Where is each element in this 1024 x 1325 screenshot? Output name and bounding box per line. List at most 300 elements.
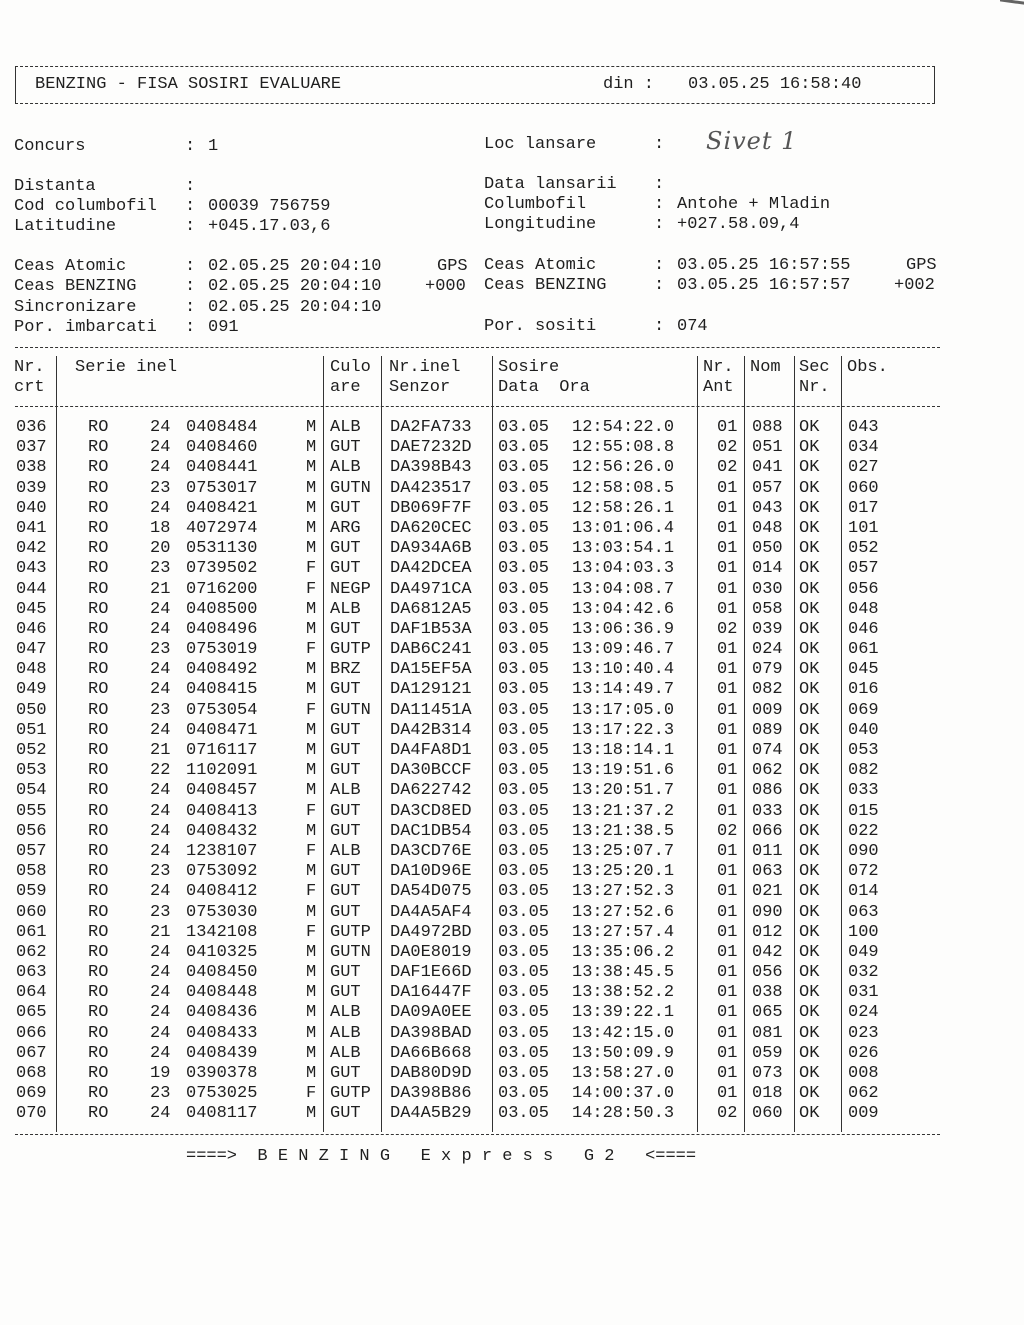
cell-tara: RO (88, 539, 109, 559)
cell-obs: 046 (848, 619, 879, 639)
cell-data: 03.05 (498, 902, 550, 922)
cell-nr-crt: 066 (16, 1023, 47, 1043)
cod-columbofil-label: Cod columbofil (14, 197, 157, 216)
cell-ora: 13:09:46.7 (572, 640, 675, 660)
cell-nr-crt: 062 (16, 942, 47, 962)
cell-an: 23 (150, 700, 171, 720)
cell-data: 03.05 (498, 539, 550, 559)
table-row (0, 680, 1024, 700)
cell-data: 03.05 (498, 619, 550, 639)
cell-sec: OK (799, 640, 820, 660)
cell-nr-crt: 038 (16, 458, 47, 478)
report-date-value: 03.05.25 16:58:40 (688, 75, 862, 94)
col-header-sec-2: Nr. (799, 378, 830, 397)
cell-sex: M (306, 720, 317, 740)
cell-nom: 073 (752, 1064, 783, 1083)
table-header-dashed-line (15, 406, 940, 407)
cell-an: 24 (150, 458, 171, 478)
cell-ora: 13:04:03.3 (572, 559, 675, 579)
table-row (0, 438, 1024, 458)
cell-senzor: DAF1B53A (390, 619, 472, 639)
table-row (0, 559, 1024, 579)
cell-ora: 13:04:08.7 (572, 579, 675, 599)
cell-culoare: GUT (330, 882, 361, 902)
table-row (0, 620, 1024, 640)
cell-nr-crt: 036 (16, 418, 47, 437)
cell-sex: M (306, 599, 317, 619)
table-row (0, 903, 1024, 923)
longitudine-value: +027.58.09,4 (677, 215, 800, 234)
cell-inel: 0410325 (186, 942, 258, 962)
cell-nr-ant: 01 (717, 983, 738, 1003)
cell-sex: F (306, 882, 317, 902)
cell-an: 24 (150, 801, 171, 821)
cell-culoare: ALB (330, 599, 361, 619)
ceas-benzing-left-value: 02.05.25 20:04:10 (208, 277, 382, 296)
cell-nr-ant: 01 (717, 478, 738, 498)
cell-an: 24 (150, 418, 171, 437)
cell-culoare: ALB (330, 1043, 361, 1063)
cell-culoare: NEGP (330, 579, 371, 599)
col-header-culoare-2: are (330, 378, 361, 397)
cell-ora: 13:27:57.4 (572, 922, 675, 942)
cell-culoare: GUT (330, 498, 361, 518)
cell-tara: RO (88, 801, 109, 821)
cell-obs: 040 (848, 720, 879, 740)
cell-data: 03.05 (498, 660, 550, 680)
cell-an: 20 (150, 539, 171, 559)
cell-inel: 0739502 (186, 559, 258, 579)
cell-culoare: GUT (330, 741, 361, 760)
col-header-serie-inel: Serie inel (75, 358, 178, 377)
cell-ora: 13:50:09.9 (572, 1043, 675, 1063)
ceas-atomic-right-label: Ceas Atomic (484, 256, 597, 275)
cell-sec: OK (799, 882, 820, 902)
cell-nr-ant: 01 (717, 902, 738, 922)
cell-senzor: DAE7232D (390, 438, 472, 458)
table-row (0, 600, 1024, 620)
cell-data: 03.05 (498, 841, 550, 861)
cell-sec: OK (799, 821, 820, 841)
cell-sex: M (306, 983, 317, 1003)
cell-nr-ant: 01 (717, 741, 738, 760)
cell-sec: OK (799, 418, 820, 437)
cell-nr-crt: 052 (16, 741, 47, 760)
cell-inel: 0408460 (186, 438, 258, 458)
cell-ora: 13:20:51.7 (572, 781, 675, 801)
col-header-senzor: Senzor (389, 378, 451, 397)
cell-an: 24 (150, 882, 171, 902)
cell-nr-ant: 01 (717, 579, 738, 599)
cell-data: 03.05 (498, 680, 550, 700)
cell-nom: 090 (752, 902, 783, 922)
cell-senzor: DA423517 (390, 478, 472, 498)
cell-an: 23 (150, 640, 171, 660)
cell-culoare: GUT (330, 539, 361, 559)
cell-nom: 059 (752, 1043, 783, 1063)
col-header-sosire: Sosire (498, 358, 560, 377)
columbofil-label: Columbofil (484, 195, 587, 214)
cell-nr-ant: 01 (717, 660, 738, 680)
table-row (0, 761, 1024, 781)
cell-inel: 0408500 (186, 599, 258, 619)
cell-sex: M (306, 1003, 317, 1023)
cell-nr-ant: 01 (717, 1043, 738, 1063)
table-row (0, 418, 1024, 438)
cell-tara: RO (88, 1023, 109, 1043)
cell-nr-crt: 041 (16, 518, 47, 538)
cell-ora: 13:17:05.0 (572, 700, 675, 720)
distanta-colon: : (185, 177, 196, 196)
cell-obs: 045 (848, 660, 879, 680)
cell-sex: M (306, 660, 317, 680)
cell-an: 24 (150, 1023, 171, 1043)
cell-obs: 069 (848, 700, 879, 720)
columbofil-value: Antohe + Mladin (677, 195, 831, 214)
cell-an: 24 (150, 438, 171, 458)
cell-sex: M (306, 458, 317, 478)
cell-tara: RO (88, 458, 109, 478)
ceas-atomic-right-colon: : (654, 256, 665, 275)
cell-culoare: ALB (330, 1023, 361, 1043)
cell-senzor: DB069F7F (390, 498, 472, 518)
cell-obs: 043 (848, 418, 879, 437)
cell-culoare: GUT (330, 720, 361, 740)
cell-data: 03.05 (498, 478, 550, 498)
cell-an: 24 (150, 781, 171, 801)
cell-senzor: DA10D96E (390, 862, 472, 882)
title-box-bottom-border (15, 103, 935, 104)
cell-an: 23 (150, 902, 171, 922)
cell-nr-crt: 068 (16, 1064, 47, 1083)
cell-nom: 056 (752, 963, 783, 983)
cell-nr-ant: 01 (717, 862, 738, 882)
cell-data: 03.05 (498, 700, 550, 720)
cell-data: 03.05 (498, 1003, 550, 1023)
cell-sec: OK (799, 539, 820, 559)
cell-nom: 058 (752, 599, 783, 619)
cell-tara: RO (88, 741, 109, 760)
cell-inel: 0408413 (186, 801, 258, 821)
cell-nr-crt: 069 (16, 1084, 47, 1104)
table-row (0, 802, 1024, 822)
sincronizare-value: 02.05.25 20:04:10 (208, 298, 382, 317)
cell-senzor: DAF1E66D (390, 963, 472, 983)
longitudine-colon: : (654, 215, 665, 234)
cell-nr-crt: 070 (16, 1104, 47, 1124)
table-row (0, 539, 1024, 559)
cell-nom: 014 (752, 559, 783, 579)
cell-ora: 13:10:40.4 (572, 660, 675, 680)
cell-obs: 072 (848, 862, 879, 882)
cell-nr-ant: 01 (717, 498, 738, 518)
cell-ora: 13:14:49.7 (572, 680, 675, 700)
cell-inel: 0408421 (186, 498, 258, 518)
cell-sex: F (306, 1084, 317, 1104)
table-row (0, 721, 1024, 741)
cell-nr-ant: 01 (717, 1084, 738, 1104)
ceas-benzing-right-suffix: +002 (894, 276, 935, 295)
cell-nom: 043 (752, 498, 783, 518)
longitudine-label: Longitudine (484, 215, 597, 234)
cell-ora: 13:27:52.3 (572, 882, 675, 902)
cell-data: 03.05 (498, 821, 550, 841)
ceas-atomic-left-value: 02.05.25 20:04:10 (208, 257, 382, 276)
ceas-benzing-left-suffix: +000 (425, 277, 466, 296)
cell-tara: RO (88, 518, 109, 538)
cell-sec: OK (799, 458, 820, 478)
cell-tara: RO (88, 1084, 109, 1104)
cell-data: 03.05 (498, 458, 550, 478)
cell-obs: 014 (848, 882, 879, 902)
cell-sec: OK (799, 1003, 820, 1023)
cell-inel: 0408439 (186, 1043, 258, 1063)
cell-obs: 101 (848, 518, 879, 538)
cell-sec: OK (799, 942, 820, 962)
cell-nr-crt: 046 (16, 619, 47, 639)
ceas-benzing-right-value: 03.05.25 16:57:57 (677, 276, 851, 295)
ceas-benzing-colon: : (185, 277, 196, 296)
table-row (0, 822, 1024, 842)
cell-tara: RO (88, 619, 109, 639)
cell-inel: 0531130 (186, 539, 258, 559)
concurs-colon: : (185, 137, 196, 156)
cell-data: 03.05 (498, 418, 550, 437)
cell-sex: M (306, 518, 317, 538)
cell-an: 21 (150, 922, 171, 942)
cell-nom: 051 (752, 438, 783, 458)
cell-senzor: DA42DCEA (390, 559, 472, 579)
cell-sex: F (306, 579, 317, 599)
col-header-nom: Nom (750, 358, 781, 377)
cell-sec: OK (799, 862, 820, 882)
cell-nom: 038 (752, 983, 783, 1003)
cell-nr-crt: 055 (16, 801, 47, 821)
cell-tara: RO (88, 438, 109, 458)
arrivals-table-body (0, 418, 1024, 1125)
cell-obs: 100 (848, 922, 879, 942)
cell-ora: 12:54:22.0 (572, 418, 675, 437)
ceas-atomic-colon: : (185, 257, 196, 276)
cell-ora: 13:21:38.5 (572, 821, 675, 841)
cell-inel: 0408457 (186, 781, 258, 801)
cell-obs: 049 (848, 942, 879, 962)
cell-nr-crt: 045 (16, 599, 47, 619)
cell-an: 24 (150, 841, 171, 861)
cell-tara: RO (88, 599, 109, 619)
cell-senzor: DA129121 (390, 680, 472, 700)
cell-sec: OK (799, 983, 820, 1003)
cell-an: 19 (150, 1064, 171, 1083)
cell-sec: OK (799, 741, 820, 760)
cell-sec: OK (799, 478, 820, 498)
ceas-benzing-right-colon: : (654, 276, 665, 295)
cell-inel: 0408432 (186, 821, 258, 841)
cell-culoare: GUT (330, 983, 361, 1003)
cell-nom: 041 (752, 458, 783, 478)
cell-data: 03.05 (498, 559, 550, 579)
cell-obs: 027 (848, 458, 879, 478)
cell-nr-crt: 056 (16, 821, 47, 841)
cell-ora: 13:21:37.2 (572, 801, 675, 821)
cell-nom: 030 (752, 579, 783, 599)
cell-ora: 13:38:45.5 (572, 963, 675, 983)
footer-brand: ====> B E N Z I N G E x p r e s s G 2 <==== (186, 1147, 697, 1166)
cell-an: 24 (150, 1003, 171, 1023)
cell-nr-ant: 01 (717, 680, 738, 700)
cell-sex: M (306, 942, 317, 962)
cell-ora: 13:25:07.7 (572, 841, 675, 861)
cell-nr-ant: 01 (717, 942, 738, 962)
cell-an: 23 (150, 862, 171, 882)
title-box-left-border (15, 66, 16, 103)
cell-nr-ant: 01 (717, 922, 738, 942)
cell-sec: OK (799, 518, 820, 538)
cell-ora: 13:01:06.4 (572, 518, 675, 538)
cell-sec: OK (799, 660, 820, 680)
cell-data: 03.05 (498, 761, 550, 781)
cell-sex: M (306, 963, 317, 983)
cell-sex: F (306, 922, 317, 942)
cell-senzor: DAB6C241 (390, 640, 472, 660)
cell-senzor: DA398B86 (390, 1084, 472, 1104)
cell-nr-ant: 01 (717, 801, 738, 821)
cell-tara: RO (88, 821, 109, 841)
cell-sec: OK (799, 680, 820, 700)
col-header-nr-inel: Nr.inel (389, 358, 461, 377)
cell-sec: OK (799, 922, 820, 942)
cell-an: 24 (150, 619, 171, 639)
cell-nom: 079 (752, 660, 783, 680)
cell-sex: M (306, 821, 317, 841)
cell-an: 24 (150, 963, 171, 983)
cell-inel: 0408448 (186, 983, 258, 1003)
cell-nr-crt: 040 (16, 498, 47, 518)
cell-culoare: GUT (330, 559, 361, 579)
cell-nr-ant: 01 (717, 599, 738, 619)
cell-an: 24 (150, 1104, 171, 1124)
table-row (0, 479, 1024, 499)
cell-ora: 12:55:08.8 (572, 438, 675, 458)
table-row (0, 1104, 1024, 1124)
cell-nr-crt: 043 (16, 559, 47, 579)
cell-nr-ant: 01 (717, 1064, 738, 1083)
cell-inel: 0716117 (186, 741, 258, 760)
table-row (0, 701, 1024, 721)
col-header-nr: Nr. (14, 358, 45, 377)
cell-nr-ant: 01 (717, 761, 738, 781)
cell-sec: OK (799, 619, 820, 639)
cell-nom: 081 (752, 1023, 783, 1043)
cell-nr-crt: 049 (16, 680, 47, 700)
cell-ora: 13:38:52.2 (572, 983, 675, 1003)
table-bottom-dashed-line (15, 1134, 940, 1135)
cell-sec: OK (799, 498, 820, 518)
table-row (0, 741, 1024, 761)
cell-culoare: GUT (330, 801, 361, 821)
cell-inel: 1342108 (186, 922, 258, 942)
cell-senzor: DA4971CA (390, 579, 472, 599)
cell-inel: 1238107 (186, 841, 258, 861)
cell-obs: 009 (848, 1104, 879, 1124)
cell-tara: RO (88, 902, 109, 922)
cell-nr-crt: 060 (16, 902, 47, 922)
cell-obs: 033 (848, 781, 879, 801)
cell-sec: OK (799, 801, 820, 821)
cell-obs: 023 (848, 1023, 879, 1043)
table-row (0, 842, 1024, 862)
cell-nr-ant: 01 (717, 781, 738, 801)
por-sositi-colon: : (654, 317, 665, 336)
cell-ora: 13:27:52.6 (572, 902, 675, 922)
cell-tara: RO (88, 418, 109, 437)
cell-senzor: DA398BAD (390, 1023, 472, 1043)
cell-nr-ant: 01 (717, 559, 738, 579)
columbofil-colon: : (654, 195, 665, 214)
cell-an: 24 (150, 942, 171, 962)
latitudine-label: Latitudine (14, 217, 117, 236)
cell-culoare: ALB (330, 781, 361, 801)
cell-tara: RO (88, 761, 109, 781)
cell-sex: M (306, 619, 317, 639)
table-row (0, 640, 1024, 660)
cell-culoare: GUT (330, 680, 361, 700)
cell-nom: 057 (752, 478, 783, 498)
cell-senzor: DA15EF5A (390, 660, 472, 680)
cell-nom: 065 (752, 1003, 783, 1023)
cell-ora: 13:04:42.6 (572, 599, 675, 619)
cell-an: 21 (150, 741, 171, 760)
distanta-label: Distanta (14, 177, 96, 196)
cell-senzor: DA6812A5 (390, 599, 472, 619)
cell-nr-ant: 01 (717, 963, 738, 983)
table-row (0, 882, 1024, 902)
cell-nom: 074 (752, 741, 783, 760)
cell-inel: 4072974 (186, 518, 258, 538)
cell-nom: 009 (752, 700, 783, 720)
cell-sex: M (306, 680, 317, 700)
cell-an: 24 (150, 660, 171, 680)
col-header-obs: Obs. (847, 358, 888, 377)
cell-senzor: DA3CD76E (390, 841, 472, 861)
cell-nr-ant: 01 (717, 518, 738, 538)
cell-sex: F (306, 801, 317, 821)
cell-sex: M (306, 781, 317, 801)
cell-an: 21 (150, 579, 171, 599)
cell-data: 03.05 (498, 1084, 550, 1104)
cell-inel: 0408415 (186, 680, 258, 700)
cell-an: 23 (150, 559, 171, 579)
cell-nr-crt: 048 (16, 660, 47, 680)
cell-culoare: ALB (330, 418, 361, 437)
cell-obs: 022 (848, 821, 879, 841)
por-imbarcati-colon: : (185, 318, 196, 337)
cell-culoare: GUTN (330, 700, 371, 720)
col-header-data-ora: Data Ora (498, 378, 590, 397)
cell-obs: 057 (848, 559, 879, 579)
cell-nom: 062 (752, 761, 783, 781)
cell-sec: OK (799, 781, 820, 801)
cell-culoare: ALB (330, 841, 361, 861)
cell-nr-crt: 037 (16, 438, 47, 458)
cell-tara: RO (88, 1003, 109, 1023)
cell-obs: 082 (848, 761, 879, 781)
cell-an: 24 (150, 983, 171, 1003)
cell-culoare: GUT (330, 963, 361, 983)
ceas-atomic-left-suffix: GPS (437, 257, 468, 276)
table-row (0, 1044, 1024, 1064)
cell-sec: OK (799, 438, 820, 458)
